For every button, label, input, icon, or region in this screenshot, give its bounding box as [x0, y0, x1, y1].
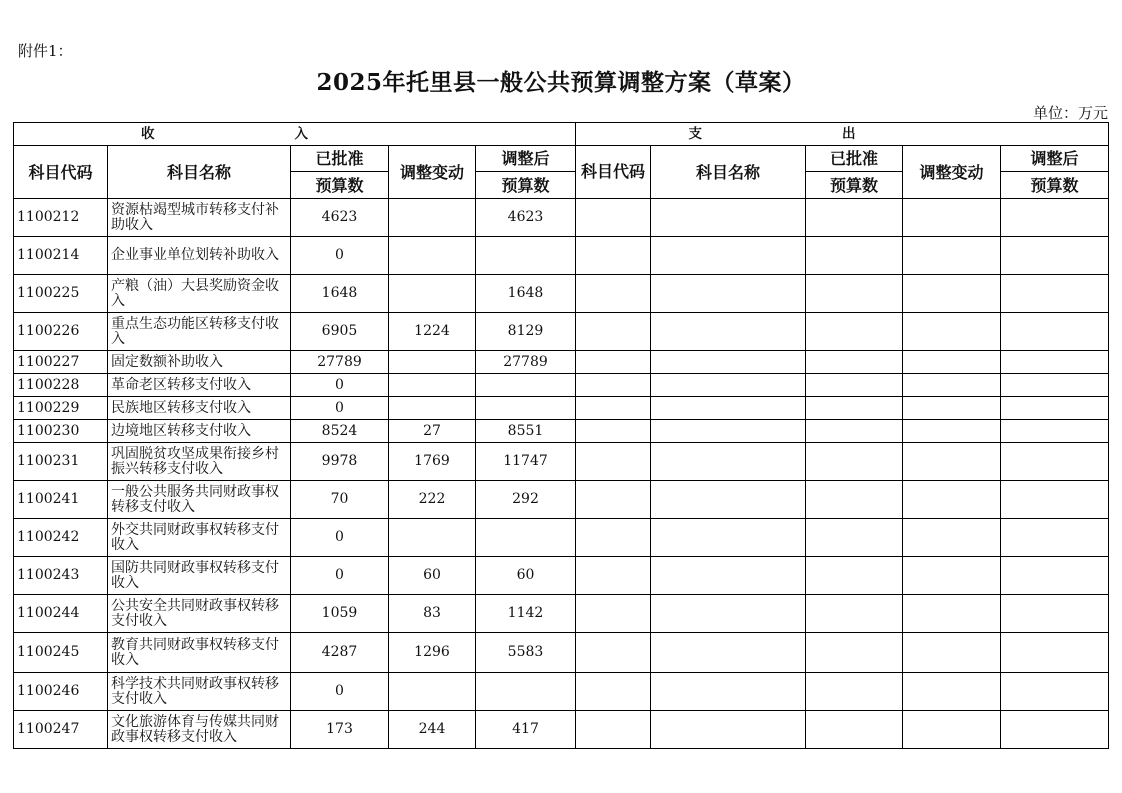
col-approved-header-top: 已批准 [291, 146, 389, 172]
expenditure-empty-cell [806, 420, 903, 443]
expenditure-empty-cell [651, 374, 806, 397]
row-approved: 0 [291, 557, 389, 595]
row-after: 27789 [476, 351, 576, 374]
row-name: 企业事业单位划转补助收入 [108, 237, 291, 275]
row-adjust: 1224 [389, 313, 476, 351]
expenditure-empty-cell [903, 237, 1001, 275]
row-code: 1100212 [14, 199, 108, 237]
expenditure-empty-cell [1001, 673, 1109, 711]
row-after: 417 [476, 711, 576, 749]
expenditure-empty-cell [1001, 557, 1109, 595]
expenditure-empty-cell [806, 595, 903, 633]
expenditure-empty-cell [1001, 237, 1109, 275]
col-approved-header-bottom: 预算数 [291, 172, 389, 199]
col-after-header-bottom: 预算数 [476, 172, 576, 199]
expenditure-empty-cell [1001, 595, 1109, 633]
expenditure-empty-cell [806, 199, 903, 237]
expenditure-empty-cell [1001, 351, 1109, 374]
row-adjust [389, 374, 476, 397]
row-approved: 4287 [291, 633, 389, 673]
expenditure-empty-cell [806, 397, 903, 420]
row-code: 1100229 [14, 397, 108, 420]
row-code: 1100225 [14, 275, 108, 313]
row-adjust: 222 [389, 481, 476, 519]
expenditure-empty-cell [903, 443, 1001, 481]
expenditure-empty-cell [576, 633, 651, 673]
expenditure-empty-cell [651, 420, 806, 443]
exp-col-approved-header-bottom: 预算数 [806, 172, 903, 199]
expenditure-empty-cell [1001, 275, 1109, 313]
expenditure-empty-cell [806, 275, 903, 313]
row-adjust [389, 237, 476, 275]
row-name: 产粮（油）大县奖励资金收入 [108, 275, 291, 313]
row-approved: 0 [291, 397, 389, 420]
row-after: 8129 [476, 313, 576, 351]
expenditure-empty-cell [651, 673, 806, 711]
expenditure-empty-cell [651, 313, 806, 351]
row-adjust: 83 [389, 595, 476, 633]
row-approved: 1648 [291, 275, 389, 313]
row-code: 1100242 [14, 519, 108, 557]
row-name: 巩固脱贫攻坚成果衔接乡村振兴转移支付收入 [108, 443, 291, 481]
row-name: 革命老区转移支付收入 [108, 374, 291, 397]
expenditure-empty-cell [651, 711, 806, 749]
expenditure-empty-cell [576, 481, 651, 519]
row-after: 1142 [476, 595, 576, 633]
exp-col-adjust-header: 调整变动 [903, 146, 1001, 199]
row-name: 科学技术共同财政事权转移支付收入 [108, 673, 291, 711]
row-approved: 9978 [291, 443, 389, 481]
expenditure-empty-cell [651, 443, 806, 481]
budget-table [13, 122, 1109, 749]
row-name: 国防共同财政事权转移支付收入 [108, 557, 291, 595]
table-row [14, 275, 1109, 313]
table-row [14, 557, 1109, 595]
table-row [14, 313, 1109, 351]
expenditure-empty-cell [1001, 374, 1109, 397]
row-adjust: 27 [389, 420, 476, 443]
row-after [476, 673, 576, 711]
unit-label: 单位：万元 [1032, 104, 1108, 122]
expenditure-empty-cell [806, 351, 903, 374]
expenditure-empty-cell [903, 481, 1001, 519]
table-row [14, 374, 1109, 397]
row-name: 一般公共服务共同财政事权转移支付收入 [108, 481, 291, 519]
expenditure-empty-cell [1001, 397, 1109, 420]
expenditure-empty-cell [576, 420, 651, 443]
table-row [14, 237, 1109, 275]
expenditure-empty-cell [903, 711, 1001, 749]
row-code: 1100231 [14, 443, 108, 481]
row-code: 1100241 [14, 481, 108, 519]
row-adjust [389, 351, 476, 374]
expenditure-empty-cell [1001, 420, 1109, 443]
expenditure-empty-cell [903, 313, 1001, 351]
expenditure-empty-cell [651, 557, 806, 595]
row-approved: 0 [291, 237, 389, 275]
row-code: 1100214 [14, 237, 108, 275]
row-name: 外交共同财政事权转移支付收入 [108, 519, 291, 557]
expenditure-empty-cell [576, 374, 651, 397]
attachment-label: 附件1： [18, 42, 73, 60]
expenditure-empty-cell [806, 557, 903, 595]
expenditure-empty-cell [576, 557, 651, 595]
exp-col-approved-header-top: 已批准 [806, 146, 903, 172]
row-adjust [389, 673, 476, 711]
table-row [14, 595, 1109, 633]
expenditure-empty-cell [576, 275, 651, 313]
expenditure-empty-cell [651, 397, 806, 420]
expenditure-empty-cell [1001, 443, 1109, 481]
row-after: 1648 [476, 275, 576, 313]
row-name: 公共安全共同财政事权转移支付收入 [108, 595, 291, 633]
row-code: 1100226 [14, 313, 108, 351]
expenditure-empty-cell [651, 351, 806, 374]
row-approved: 0 [291, 673, 389, 711]
expenditure-empty-cell [903, 374, 1001, 397]
expenditure-empty-cell [651, 481, 806, 519]
row-adjust [389, 397, 476, 420]
row-approved: 8524 [291, 420, 389, 443]
expenditure-empty-cell [576, 673, 651, 711]
expenditure-empty-cell [576, 199, 651, 237]
expenditure-empty-cell [651, 633, 806, 673]
row-approved: 0 [291, 374, 389, 397]
table-row [14, 711, 1109, 749]
expenditure-empty-cell [806, 237, 903, 275]
page-title: 2025年托里县一般公共预算调整方案（草案） [316, 69, 806, 96]
expenditure-empty-cell [806, 711, 903, 749]
row-after [476, 374, 576, 397]
row-adjust: 60 [389, 557, 476, 595]
row-code: 1100227 [14, 351, 108, 374]
row-approved: 0 [291, 519, 389, 557]
expenditure-empty-cell [576, 519, 651, 557]
expenditure-empty-cell [1001, 199, 1109, 237]
row-approved: 6905 [291, 313, 389, 351]
expenditure-empty-cell [806, 633, 903, 673]
table-row [14, 519, 1109, 557]
table-row [14, 443, 1109, 481]
table-row [14, 199, 1109, 237]
row-approved: 173 [291, 711, 389, 749]
row-name: 资源枯竭型城市转移支付补助收入 [108, 199, 291, 237]
expenditure-empty-cell [651, 595, 806, 633]
row-code: 1100230 [14, 420, 108, 443]
exp-col-after-header-bottom: 预算数 [1001, 172, 1109, 199]
row-code: 1100243 [14, 557, 108, 595]
expenditure-empty-cell [806, 374, 903, 397]
row-after [476, 397, 576, 420]
row-name: 民族地区转移支付收入 [108, 397, 291, 420]
row-after [476, 237, 576, 275]
expenditure-empty-cell [903, 275, 1001, 313]
row-approved: 4623 [291, 199, 389, 237]
row-after: 5583 [476, 633, 576, 673]
expenditure-empty-cell [806, 443, 903, 481]
row-name: 重点生态功能区转移支付收入 [108, 313, 291, 351]
expenditure-empty-cell [903, 351, 1001, 374]
expenditure-empty-cell [903, 420, 1001, 443]
row-after: 60 [476, 557, 576, 595]
row-approved: 1059 [291, 595, 389, 633]
expenditure-empty-cell [576, 397, 651, 420]
exp-col-after-header-top: 调整后 [1001, 146, 1109, 172]
table-row [14, 420, 1109, 443]
row-adjust [389, 275, 476, 313]
table-row [14, 633, 1109, 673]
expenditure-empty-cell [806, 519, 903, 557]
expenditure-section-header: 支出 [576, 123, 1109, 146]
row-approved: 70 [291, 481, 389, 519]
row-adjust: 244 [389, 711, 476, 749]
row-code: 1100228 [14, 374, 108, 397]
col-code-header: 科目代码 [14, 146, 108, 199]
expenditure-empty-cell [651, 237, 806, 275]
row-adjust: 1296 [389, 633, 476, 673]
expenditure-empty-cell [903, 673, 1001, 711]
expenditure-empty-cell [1001, 519, 1109, 557]
expenditure-empty-cell [576, 443, 651, 481]
row-adjust: 1769 [389, 443, 476, 481]
table-row [14, 673, 1109, 711]
col-after-header-top: 调整后 [476, 146, 576, 172]
row-name: 文化旅游体育与传媒共同财政事权转移支付收入 [108, 711, 291, 749]
expenditure-empty-cell [903, 557, 1001, 595]
col-name-header: 科目名称 [108, 146, 291, 199]
expenditure-empty-cell [903, 595, 1001, 633]
expenditure-empty-cell [1001, 481, 1109, 519]
row-code: 1100245 [14, 633, 108, 673]
row-after: 4623 [476, 199, 576, 237]
row-code: 1100244 [14, 595, 108, 633]
expenditure-empty-cell [651, 199, 806, 237]
expenditure-empty-cell [576, 351, 651, 374]
row-after: 8551 [476, 420, 576, 443]
expenditure-empty-cell [806, 313, 903, 351]
expenditure-empty-cell [903, 633, 1001, 673]
row-name: 边境地区转移支付收入 [108, 420, 291, 443]
row-after: 292 [476, 481, 576, 519]
table-row [14, 351, 1109, 374]
expenditure-empty-cell [651, 275, 806, 313]
income-section-header: 收入 [14, 123, 576, 146]
row-after: 11747 [476, 443, 576, 481]
row-adjust [389, 199, 476, 237]
row-code: 1100246 [14, 673, 108, 711]
col-adjust-header: 调整变动 [389, 146, 476, 199]
table-row [14, 481, 1109, 519]
expenditure-empty-cell [806, 673, 903, 711]
expenditure-empty-cell [1001, 711, 1109, 749]
expenditure-empty-cell [1001, 633, 1109, 673]
row-adjust [389, 519, 476, 557]
expenditure-empty-cell [903, 519, 1001, 557]
row-code: 1100247 [14, 711, 108, 749]
expenditure-empty-cell [576, 711, 651, 749]
expenditure-empty-cell [806, 481, 903, 519]
expenditure-empty-cell [576, 313, 651, 351]
expenditure-empty-cell [576, 237, 651, 275]
exp-col-code-header: 科目代码 [576, 146, 651, 199]
expenditure-empty-cell [1001, 313, 1109, 351]
row-approved: 27789 [291, 351, 389, 374]
expenditure-empty-cell [651, 519, 806, 557]
row-name: 固定数额补助收入 [108, 351, 291, 374]
row-after [476, 519, 576, 557]
expenditure-empty-cell [576, 595, 651, 633]
expenditure-empty-cell [903, 397, 1001, 420]
row-name: 教育共同财政事权转移支付收入 [108, 633, 291, 673]
expenditure-empty-cell [903, 199, 1001, 237]
exp-col-name-header: 科目名称 [651, 146, 806, 199]
table-row [14, 397, 1109, 420]
